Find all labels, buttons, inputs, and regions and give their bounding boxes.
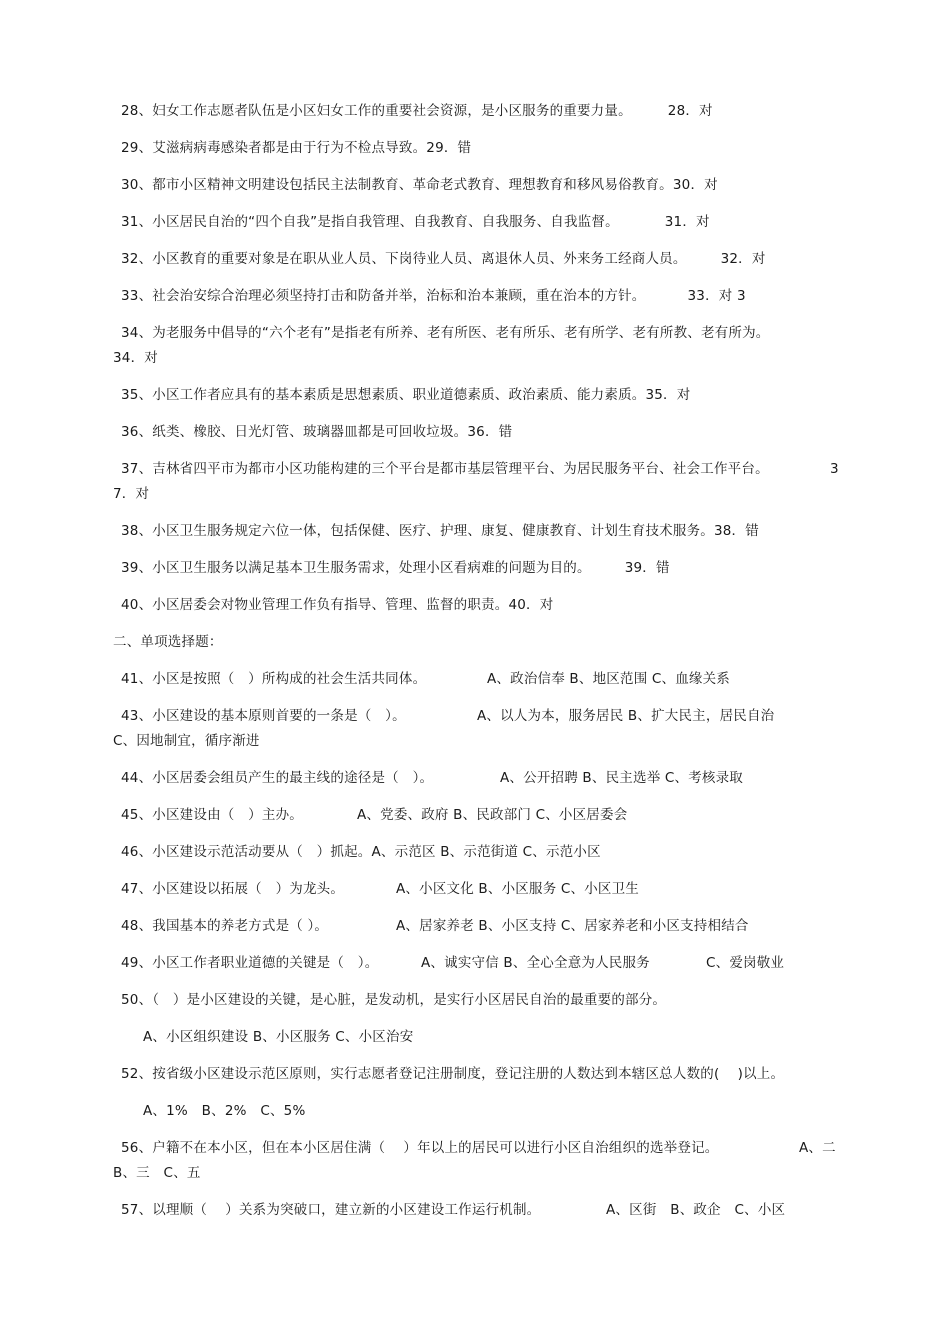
item-options: C、因地制宜，循序渐进 (113, 733, 260, 749)
item-50 (121, 990, 666, 1010)
item-text: 52、按省级小区建设示范区原则，实行志愿者登记注册制度，登记注册的人数达到本辖区总人数的( )以上。 (121, 1066, 785, 1082)
item-40 (121, 595, 553, 615)
item-text: 35、小区工作者应具有的基本素质是思想素质、职业道德素质、政治素质、能力素质。35．对 (121, 387, 691, 403)
item-46 (121, 842, 601, 862)
item-56 (121, 1138, 718, 1158)
item-text: 57、以理顺（ ）关系为突破口，建立新的小区建设工作运行机制。 (121, 1202, 541, 1218)
item-28 (121, 101, 713, 121)
item-answer: 31．对 (664, 214, 710, 230)
item-text: 36、纸类、橡胶、日光灯管、玻璃器皿都是可回收垃圾。36．错 (121, 424, 513, 440)
item-text: 46、小区建设示范活动要从（ ）抓起。A、示范区 B、示范街道 C、示范小区 (121, 844, 601, 860)
item-56-options (799, 1138, 836, 1158)
item-text: 40、小区居委会对物业管理工作负有指导、管理、监督的职责。40．对 (121, 597, 554, 613)
item-34 (121, 323, 769, 343)
item-text: 28、妇女工作志愿者队伍是小区妇女工作的重要社会资源，是小区服务的重要力量。 (121, 103, 632, 119)
item-answer: 33．对 3 (687, 288, 746, 304)
item-31 (121, 212, 710, 232)
item-45 (121, 805, 303, 825)
item-35 (121, 385, 690, 405)
item-37-answer-end (113, 484, 149, 504)
item-49-option-c (706, 953, 784, 973)
item-text: 29、艾滋病病毒感染者都是由于行为不检点导致。29．错 (121, 140, 472, 156)
item-options: A、党委、政府 B、民政部门 C、小区居委会 (357, 807, 628, 823)
item-answer: 28．对 (667, 103, 713, 119)
item-48 (121, 916, 328, 936)
item-47-options (396, 879, 639, 899)
item-44 (121, 768, 433, 788)
item-text: 56、户籍不在本小区，但在本小区居住满（ ）年以上的居民可以进行小区自治组织的选举登记。 (121, 1140, 719, 1156)
item-56-options-cont (113, 1163, 201, 1183)
item-text: 48、我国基本的养老方式是（ ）。 (121, 918, 329, 934)
item-32 (121, 249, 766, 269)
item-text: 44、小区居委会组员产生的最主线的途径是（ ）。 (121, 770, 434, 786)
item-36 (121, 422, 512, 442)
item-options: A、政治信奉 B、地区范围 C、血缘关系 (487, 671, 731, 687)
item-text: 33、社会治安综合治理必须坚持打击和防备并举，治标和治本兼顾，重在治本的方针。 (121, 288, 646, 304)
item-text: 30、都市小区精神文明建设包括民主法制教育、革命老式教育、理想教育和移风易俗教育。30．对 (121, 177, 718, 193)
item-text: 7．对 (113, 486, 150, 502)
item-answer: 32．对 (720, 251, 766, 267)
item-options: A、1% B、2% C、5% (143, 1103, 306, 1119)
item-57 (121, 1200, 540, 1220)
item-text: 41、小区是按照（ ）所构成的社会生活共同体。 (121, 671, 427, 687)
item-37 (121, 459, 769, 479)
item-39 (121, 558, 670, 578)
section-title: 二、单项选择题： (113, 634, 223, 650)
item-options: A、区街 B、政企 C、小区 (606, 1202, 786, 1218)
item-29 (121, 138, 471, 158)
item-41 (121, 669, 426, 689)
item-text: 45、小区建设由（ ）主办。 (121, 807, 303, 823)
item-options: A、小区组织建设 B、小区服务 C、小区治安 (143, 1029, 414, 1045)
item-49 (121, 953, 378, 973)
item-43-options-cont (113, 731, 260, 751)
item-45-options (357, 805, 627, 825)
item-text: 31、小区居民自治的“四个自我”是指自我管理、自我教育、自我服务、自我监督。 (121, 214, 619, 230)
item-text: 50、（ ）是小区建设的关键，是心脏，是发动机，是实行小区居民自治的最重要的部分。 (121, 992, 667, 1008)
item-options: A、居家养老 B、小区支持 C、居家养老和小区支持相结合 (396, 918, 749, 934)
item-50-options (143, 1027, 413, 1047)
item-text: 49、小区工作者职业道德的关键是（ ）。 (121, 955, 379, 971)
item-30 (121, 175, 718, 195)
item-answer: 39．错 (624, 560, 670, 576)
item-options: B、三 C、五 (113, 1165, 201, 1181)
item-47 (121, 879, 344, 899)
item-52-options (143, 1101, 305, 1121)
item-43-options (477, 706, 774, 726)
item-33 (121, 286, 746, 306)
item-answer: 3 (830, 461, 839, 477)
item-options: C、爱岗敬业 (706, 955, 785, 971)
item-43 (121, 706, 406, 726)
item-41-options (487, 669, 730, 689)
item-text: 38、小区卫生服务规定六位一体，包括保健、医疗、护理、康复、健康教育、计划生育技术服务。38．错 (121, 523, 759, 539)
item-options: A、以人为本，服务居民 B、扩大民主，居民自治 (477, 708, 775, 724)
item-37-answer-start (830, 459, 839, 479)
item-text: 32、小区教育的重要对象是在职从业人员、下岗待业人员、离退休人员、外来务工经商人员。 (121, 251, 687, 267)
item-52 (121, 1064, 784, 1084)
item-57-options (606, 1200, 785, 1220)
section-heading (113, 632, 223, 652)
item-text: 37、吉林省四平市为都市小区功能构建的三个平台是都市基层管理平台、为居民服务平台、社会工作平台。 (121, 461, 769, 477)
item-options: A、二 (799, 1140, 836, 1156)
item-text: 34、为老服务中倡导的“六个老有”是指老有所养、老有所医、老有所乐、老有所学、老有所教、老有所为。 (121, 325, 770, 341)
item-options: A、小区文化 B、小区服务 C、小区卫生 (396, 881, 640, 897)
item-text: 34．对 (113, 350, 158, 366)
item-text: 39、小区卫生服务以满足基本卫生服务需求，处理小区看病难的问题为目的。 (121, 560, 591, 576)
item-49-options (421, 953, 650, 973)
item-38 (121, 521, 759, 541)
item-options: A、诚实守信 B、全心全意为人民服务 (421, 955, 650, 971)
item-44-options (500, 768, 743, 788)
item-text: 43、小区建设的基本原则首要的一条是（ ）。 (121, 708, 406, 724)
item-options: A、公开招聘 B、民主选举 C、考核录取 (500, 770, 744, 786)
item-34-answer (113, 348, 158, 368)
item-text: 47、小区建设以拓展（ ）为龙头。 (121, 881, 345, 897)
item-48-options (396, 916, 749, 936)
